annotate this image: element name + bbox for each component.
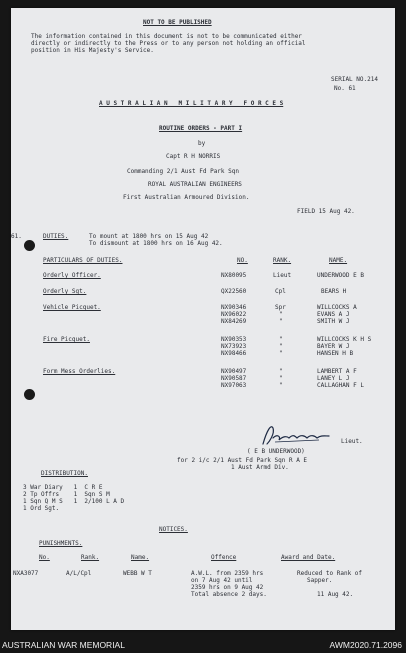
service-number: NX96022 — [221, 311, 247, 318]
rank-ditto: " — [279, 350, 283, 357]
soldier-name: LAMBERT A F — [317, 368, 357, 375]
punishments-label: PUNISHMENTS. — [39, 540, 83, 547]
section-number: 61. — [11, 233, 22, 240]
distribution-line: 3 War Diary 1 C R E — [23, 484, 103, 491]
signatory-role: for 2 i/c 2/1 Aust Fd Park Sqn R A E — [177, 457, 308, 464]
signatory-rank: Lieut. — [341, 438, 363, 445]
column-header-award: Award and Date. — [281, 554, 336, 561]
by-text: by — [198, 140, 206, 147]
service-number: NX90587 — [221, 375, 247, 382]
soldier-name: BEARS H — [321, 288, 347, 295]
column-header-particulars: PARTICULARS OF DUTIES. — [43, 257, 123, 264]
orders-title: ROUTINE ORDERS - PART I — [159, 125, 243, 132]
soldier-name: LANEY L J — [317, 375, 350, 382]
signatory-division: 1 Aust Armd Div. — [231, 464, 289, 471]
notices-label: NOTICES. — [159, 526, 188, 533]
soldier-name: BAYER W J — [317, 343, 350, 350]
security-text-line: The information contained in this document is not to be communicated either — [31, 33, 302, 40]
mount-time: To mount at 1800 hrs on 15 Aug 42 — [89, 233, 209, 240]
column-header-name: Name. — [131, 554, 150, 561]
field-date: FIELD 15 Aug 42. — [297, 208, 355, 215]
award-line: Reduced to Rank of — [297, 570, 363, 577]
security-text-line: position in His Majesty's Service. — [31, 47, 154, 54]
engineers-line: ROYAL AUSTRALIAN ENGINEERS — [148, 181, 242, 188]
punished-service-number: NXA3077 — [13, 570, 39, 577]
rank-ditto: " — [279, 343, 283, 350]
document-page — [11, 8, 395, 630]
column-header-offence: Offence — [211, 554, 237, 561]
security-text-line: directly or indirectly to the Press or to any person not holding an official — [31, 40, 306, 47]
distribution-line: 1 Ord Sgt. — [23, 505, 60, 512]
rank-ditto: " — [279, 382, 283, 389]
rank-ditto: " — [279, 318, 283, 325]
duty-form-mess-orderlies: Form Mess Orderlies. — [43, 368, 116, 375]
archive-name: AUSTRALIAN WAR MEMORIAL — [2, 640, 125, 650]
service-number: NX97063 — [221, 382, 247, 389]
service-number: NX98466 — [221, 350, 247, 357]
serial-number: SERIAL NO.214 — [331, 76, 378, 83]
duty-orderly-officer: Orderly Officer. — [43, 272, 101, 279]
service-number: NX80095 — [221, 272, 247, 279]
duties-label: DUTIES. — [43, 233, 69, 240]
service-number: NX84269 — [221, 318, 247, 325]
soldier-name: SMITH W J — [317, 318, 350, 325]
rank-ditto: " — [279, 311, 283, 318]
rank: Cpl — [275, 288, 286, 295]
offence-line: Total absence 2 days. — [191, 591, 267, 598]
punished-name: WEBB W T — [123, 570, 152, 577]
force-heading: A U S T R A L I A N M I L I T A R Y F O R C E S — [99, 100, 284, 107]
soldier-name: HANSEN H B — [317, 350, 354, 357]
division-line: First Australian Armoured Division. — [123, 194, 250, 201]
column-header-no: No. — [39, 554, 50, 561]
award-date: 11 Aug 42. — [317, 591, 354, 598]
rank: Spr — [275, 304, 286, 311]
service-number: QX22560 — [221, 288, 247, 295]
service-number: NX90346 — [221, 304, 247, 311]
column-header-no: NO. — [237, 257, 248, 264]
column-header-rank: RANK. — [273, 257, 292, 264]
punch-hole — [24, 240, 35, 251]
archive-reference: AWM2020.71.2096 — [329, 640, 402, 650]
soldier-name: CALLAGHAN F L — [317, 382, 364, 389]
security-heading: NOT TO BE PUBLISHED — [143, 19, 212, 26]
duty-fire-picquet: Fire Picquet. — [43, 336, 90, 343]
order-number: No. 61 — [334, 85, 356, 92]
service-number: NX90353 — [221, 336, 247, 343]
rank-ditto: " — [279, 375, 283, 382]
distribution-label: DISTRIBUTION. — [41, 470, 88, 477]
commanding-line: Commanding 2/1 Aust Fd Park Sqn — [127, 168, 239, 175]
handwritten-signature — [259, 420, 339, 450]
soldier-name: UNDERWOOD E B — [317, 272, 364, 279]
service-number: NX90497 — [221, 368, 247, 375]
soldier-name: WILLCOCKS A — [317, 304, 357, 311]
punch-hole — [24, 389, 35, 400]
rank: Lieut — [273, 272, 292, 279]
service-number: NX73923 — [221, 343, 247, 350]
duty-vehicle-picquet: Vehicle Picquet. — [43, 304, 101, 311]
dismount-time: To dismount at 1800 hrs on 16 Aug 42. — [89, 240, 223, 247]
offence-line: 2359 hrs on 9 Aug 42 — [191, 584, 264, 591]
offence-line: on 7 Aug 42 until — [191, 577, 253, 584]
rank-ditto: " — [279, 368, 283, 375]
distribution-line: 2 Tp Offrs 1 Sqn S M — [23, 491, 110, 498]
soldier-name: WILLCOCKS K H S — [317, 336, 372, 343]
soldier-name: EVANS A J — [317, 311, 350, 318]
signatory-name: ( E B UNDERWOOD) — [247, 448, 305, 455]
column-header-name: NAME. — [329, 257, 348, 264]
duty-orderly-sgt: Orderly Sgt. — [43, 288, 87, 295]
rank-ditto: " — [279, 336, 283, 343]
offence-line: A.W.L. from 2359 hrs — [191, 570, 264, 577]
officer-name: Capt R H NORRIS — [166, 153, 221, 160]
award-line: Sapper. — [307, 577, 333, 584]
column-header-rank: Rank. — [81, 554, 100, 561]
distribution-line: 1 Sqn Q M S 1 2/100 L A D — [23, 498, 125, 505]
punished-rank: A/L/Cpl — [66, 570, 92, 577]
